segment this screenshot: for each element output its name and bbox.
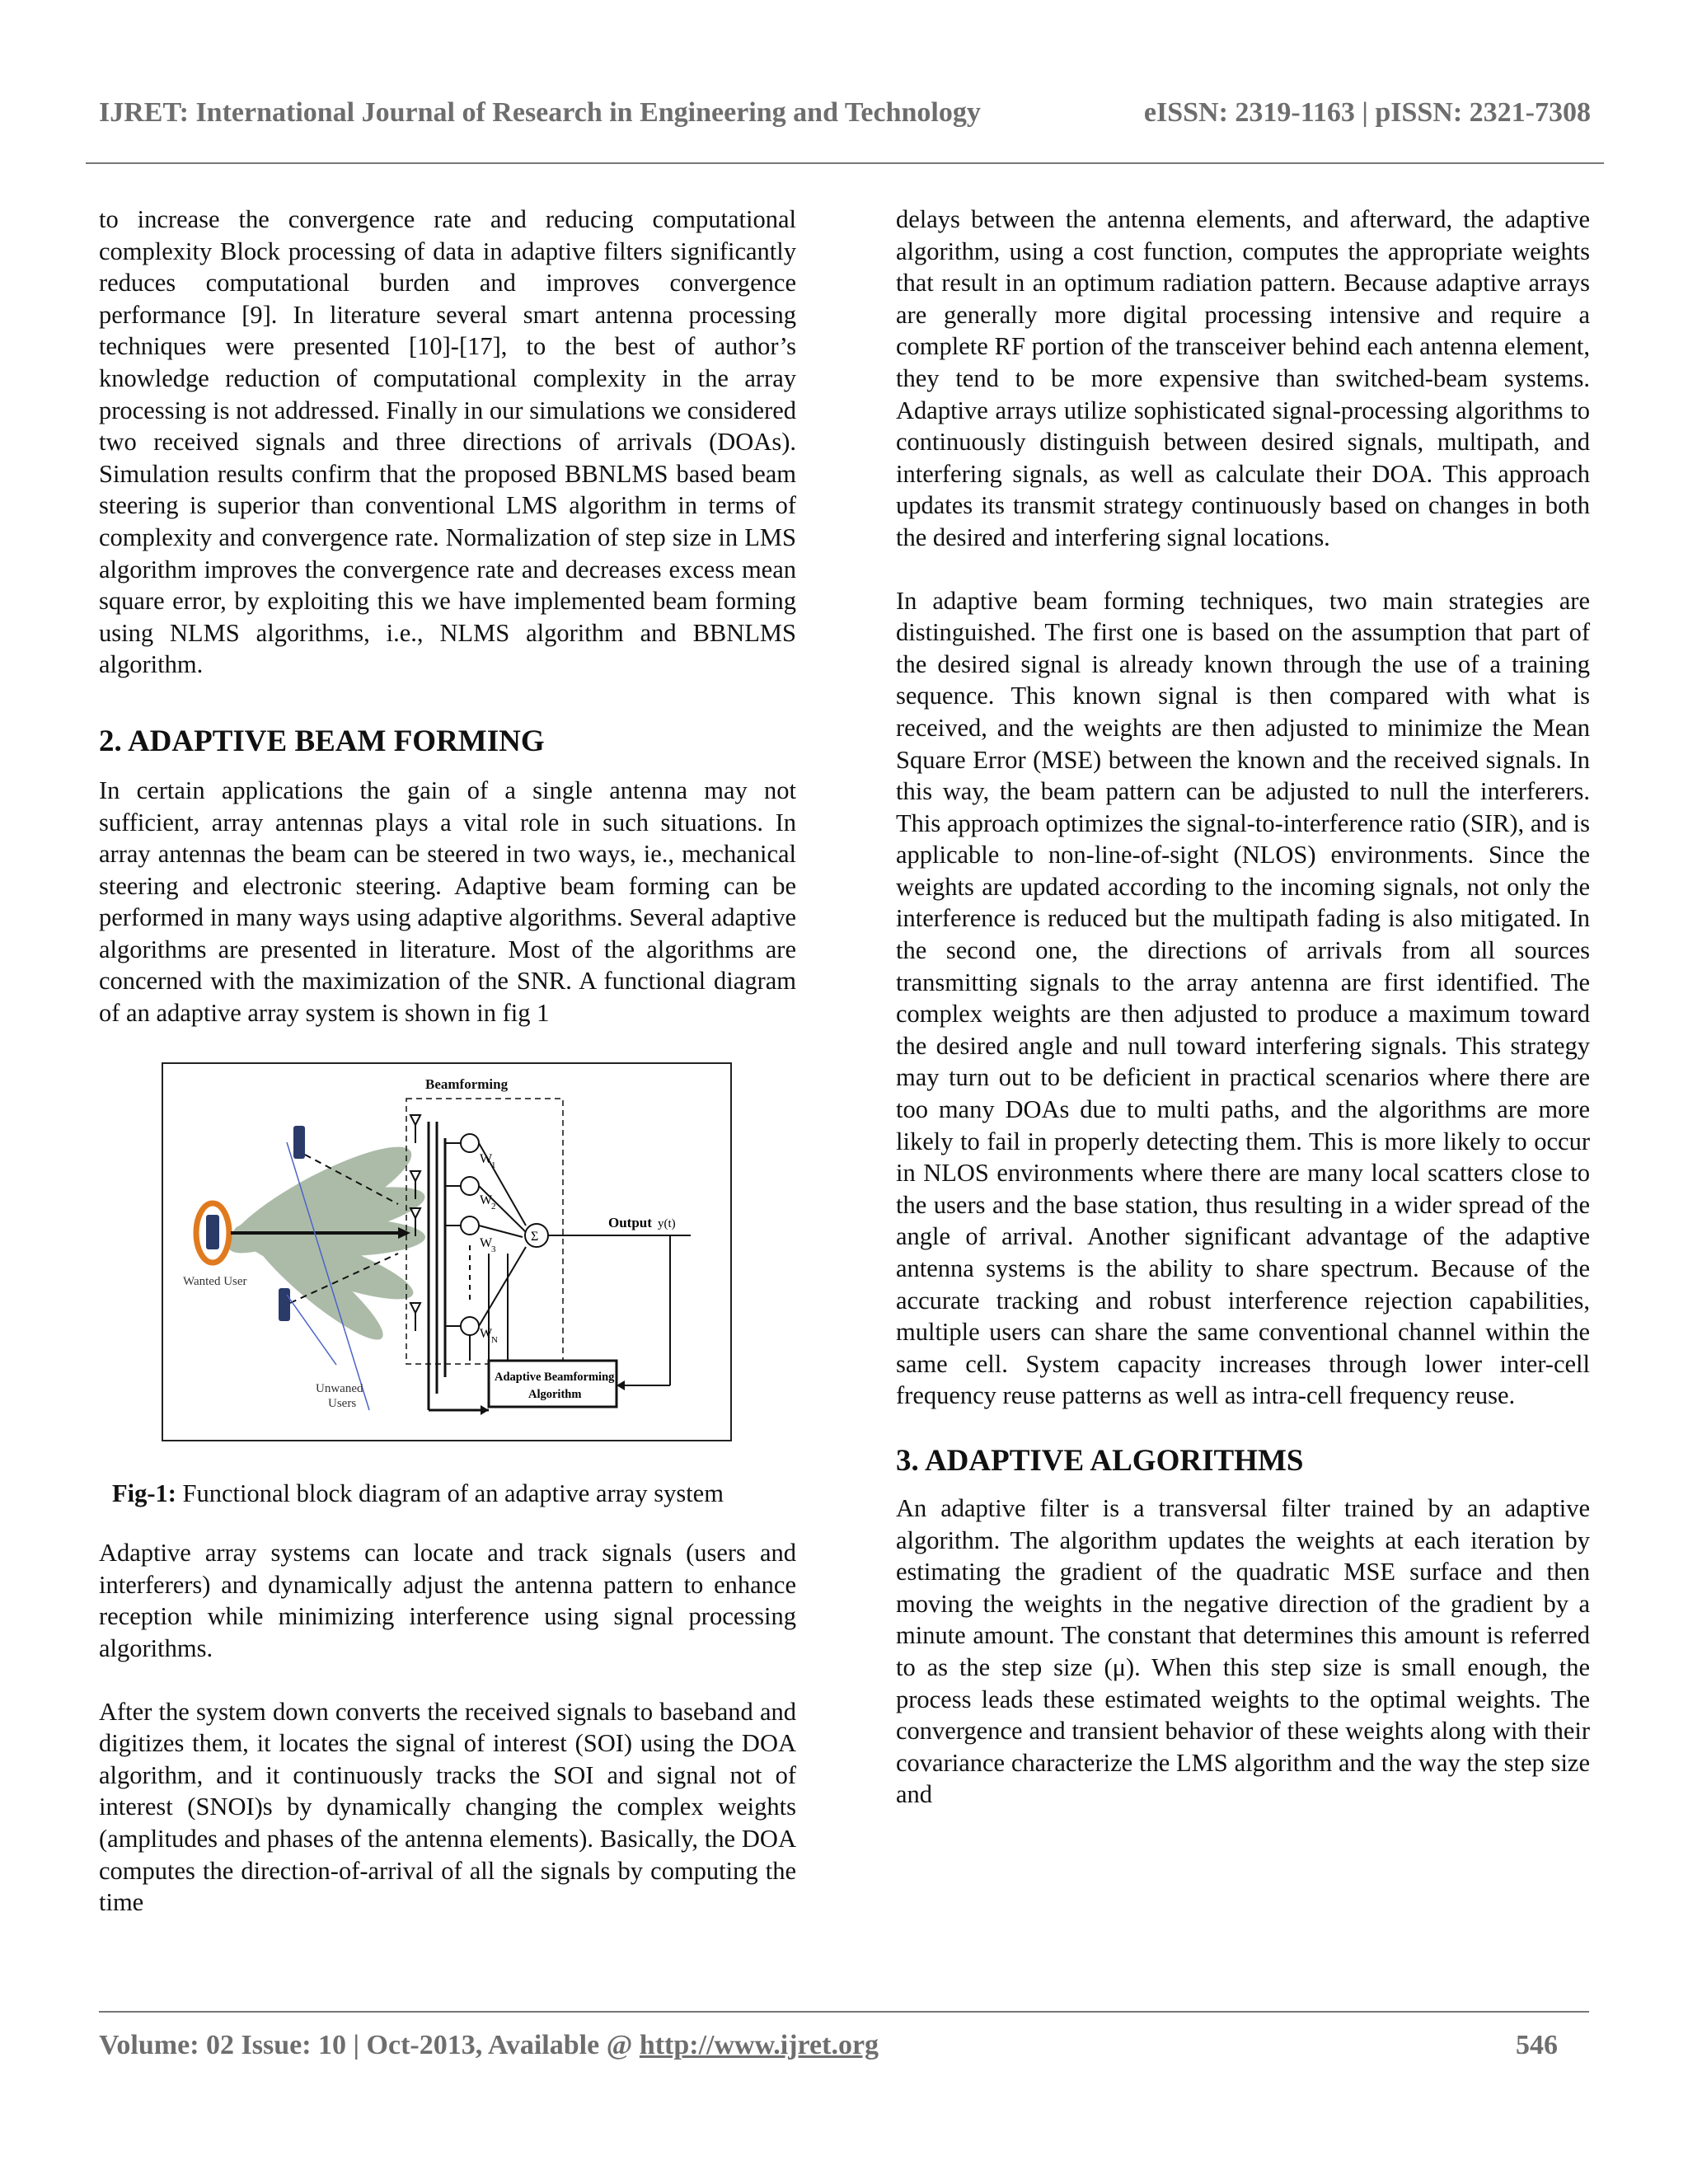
section-heading-2: 2. ADAPTIVE BEAM FORMING [99,724,545,758]
right-paragraph-1: delays between the antenna elements, and afterward, the adaptive algorithm, using a cost function, computes the appropriate weights that result in an optimum radiation pattern. Because adaptive arrays are generally more digital processing intensive and require a complete RF portion of the transceiver behind each antenna element, they tend to be more expensive than switched-beam systems. Adaptive arrays utilize sophisticated signal-processing algorithms to continuously distinguish between desired signals, multipath, and interfering signals, as well as calculate their DOA. This approach updates its transmit strategy continuously based on changes in both the desired and interfering signal locations. [896,205,1590,551]
summer-symbol: Σ [531,1229,539,1244]
weight-sub-2: 2 [491,1201,496,1212]
caption-label: Fig-1: [112,1479,176,1507]
weight-sub-3: 3 [491,1244,496,1254]
page-number: 546 [1516,2030,1558,2060]
output-signal-label: y(t) [658,1216,676,1230]
journal-title: IJRET: International Journal of Research in Engineering and Technology [99,97,981,128]
weight-label-3: W [480,1235,493,1250]
right-column [896,204,1590,1811]
spacer [896,1479,1590,1493]
weight-label-2: W [480,1193,493,1207]
weight-sub-n: N [491,1334,498,1345]
right-paragraph-3: An adaptive filter is a transversal filter trained by an adaptive algorithm. The algorithm updates the weights at each iteration by estimating the gradient of the quadratic MSE surface and then moving the weights in the negative direction of the gradient by a minute amount. The constant that determines this amount is referred to as the step size (μ). When this step size is small enough, the process leads these estimated weights to the optimal weights. The convergence and transient behavior of these weights along with their covariance characterize the LMS algorithm and the way the step size and [896,1493,1590,1809]
algorithm-label-2: Algorithm [528,1387,582,1401]
left-paragraph-1: to increase the convergence rate and reducing computational complexity Block processing of data in adaptive filters significantly reduces computational burden and improves convergence performance [9]. In literature several smart antenna processing techniques were presented [10]-[17], to the best of author’s knowledge reduction of computational complexity in the array processing is not addressed. Finally in our simulations we considered two received signals and three directions of arrivals (DOAs). Simulation results confirm that the proposed BBNLMS based beam steering is superior than conventional LMS algorithm in terms of complexity and convergence rate. Normalization of step size in LMS algorithm improves the convergence rate and decreases excess mean square error, by exploiting this we have implemented beam forming using NLMS algorithms, i.e., NLMS algorithm and BBNLMS algorithm. [99,205,796,679]
spacer [99,1665,796,1696]
weight-label-n: W [480,1326,493,1341]
weight-label-1: W [480,1151,493,1166]
running-footer [99,2030,1558,2061]
unwanted-user-icon-1 [293,1126,305,1159]
right-paragraph-2: In adaptive beam forming techniques, two main strategies are distinguished. The first one is based on the assumption that part of the desired signal is already known through the use of a training sequence. This known signal is then compared with what is received, and the weights are then adjusted to minimize the Mean Square Error (MSE) between the known and the received signals. In this way, the beam pattern can be adjusted to null the interferers. This approach optimizes the signal-to-interference ratio (SIR), and is applicable to non-line-of-sight (NLOS) environments. Since the weights are updated according to the incoming signals, not only the interference is reduced but the multipath fading is also mitigated. In the second one, the directions of arrivals from all sources transmitting signals to the array antenna are first identified. The complex weights are then adjusted to produce a maximum toward the desired angle and null toward interfering signals. This strategy may turn out to be deficient in practical scenarios where there are too many DOAs due to multi paths, and the algorithms are more likely to fail in properly detecting them. This is more likely to occur in NLOS environments where there are many local scatters close to the users and the base station, thus resulting in a wider spread of the angle of arrival. Another significant advantage of the adaptive antenna systems is the ability to share spectrum. Because of the accurate tracking and robust interference rejection capabilities, multiple users can share the same conventional channel within the same cell. System capacity increases through lower inter-cell frequency reuse patterns as well as intra-cell frequency reuse. [896,586,1590,1410]
beam-pattern [218,1129,429,1352]
beamforming-diagram [163,1064,730,1440]
antenna-array [410,1115,420,1331]
header-rule [86,162,1604,164]
left-paragraph-4: After the system down converts the received signals to baseband and digitizes them, it locates the signal of interest (SOI) using the DOA algorithm, and it continuously tracks the SOI and signal not of interest (SNOI)s by dynamically changing the complex weights (amplitudes and phases of the antenna elements). Basically, the DOA computes the direction-of-arrival of all the signals by computing the time [99,1697,796,1917]
footer-rule [99,2011,1589,2013]
figure-caption [112,1478,796,1510]
section-heading-3: 3. ADAPTIVE ALGORITHMS [896,1443,1304,1478]
left-column [99,204,796,1919]
spacer [99,681,796,724]
spacer [896,1412,1590,1443]
unwanted-user-icon-2 [279,1288,290,1321]
left-paragraph-2: In certain applications the gain of a single antenna may not sufficient, array antennas plays a vital role in such situations. In array antennas the beam can be steered in two ways, ie., mechanical steering and electronic steering. Adaptive beam forming can be performed in many ways using adaptive algorithms. Several adaptive algorithms are presented in literature. Most of the algorithms are concerned with the maximization of the SNR. A functional diagram of an adaptive array system is shown in fig 1 [99,776,796,1028]
weight-multipliers [461,1134,479,1335]
figure-1 [162,1062,732,1441]
spacer [896,554,1590,585]
spacer [99,1509,796,1537]
wanted-user-icon [196,1203,229,1263]
algorithm-label-1: Adaptive Beamforming [495,1370,615,1384]
output-label: Output [608,1214,652,1230]
running-header [99,97,1591,129]
beamforming-title: Beamforming [425,1076,509,1092]
wanted-user-label: Wanted User [183,1274,247,1288]
journal-url-link[interactable]: http://www.ijret.org [639,2030,879,2060]
left-paragraph-3: Adaptive array systems can locate and track signals (users and interferers) and dynamically adjust the antenna pattern to enhance reception while minimizing interference using signal processing algorithms. [99,1539,796,1663]
weight-sub-1: 1 [491,1160,496,1170]
volume-text: Volume: 02 Issue: 10 | Oct-2013, Available @ [99,2030,640,2060]
unwanted-users-label-1: Unwaned [316,1381,363,1395]
feed-bus [429,1122,445,1410]
caption-text: Functional block diagram of an adaptive array system [176,1479,724,1507]
issn-text: eISSN: 2319-1163 | pISSN: 2321-7308 [1143,97,1591,128]
spacer [99,760,796,775]
unwanted-users-label-2: Users [328,1396,357,1410]
